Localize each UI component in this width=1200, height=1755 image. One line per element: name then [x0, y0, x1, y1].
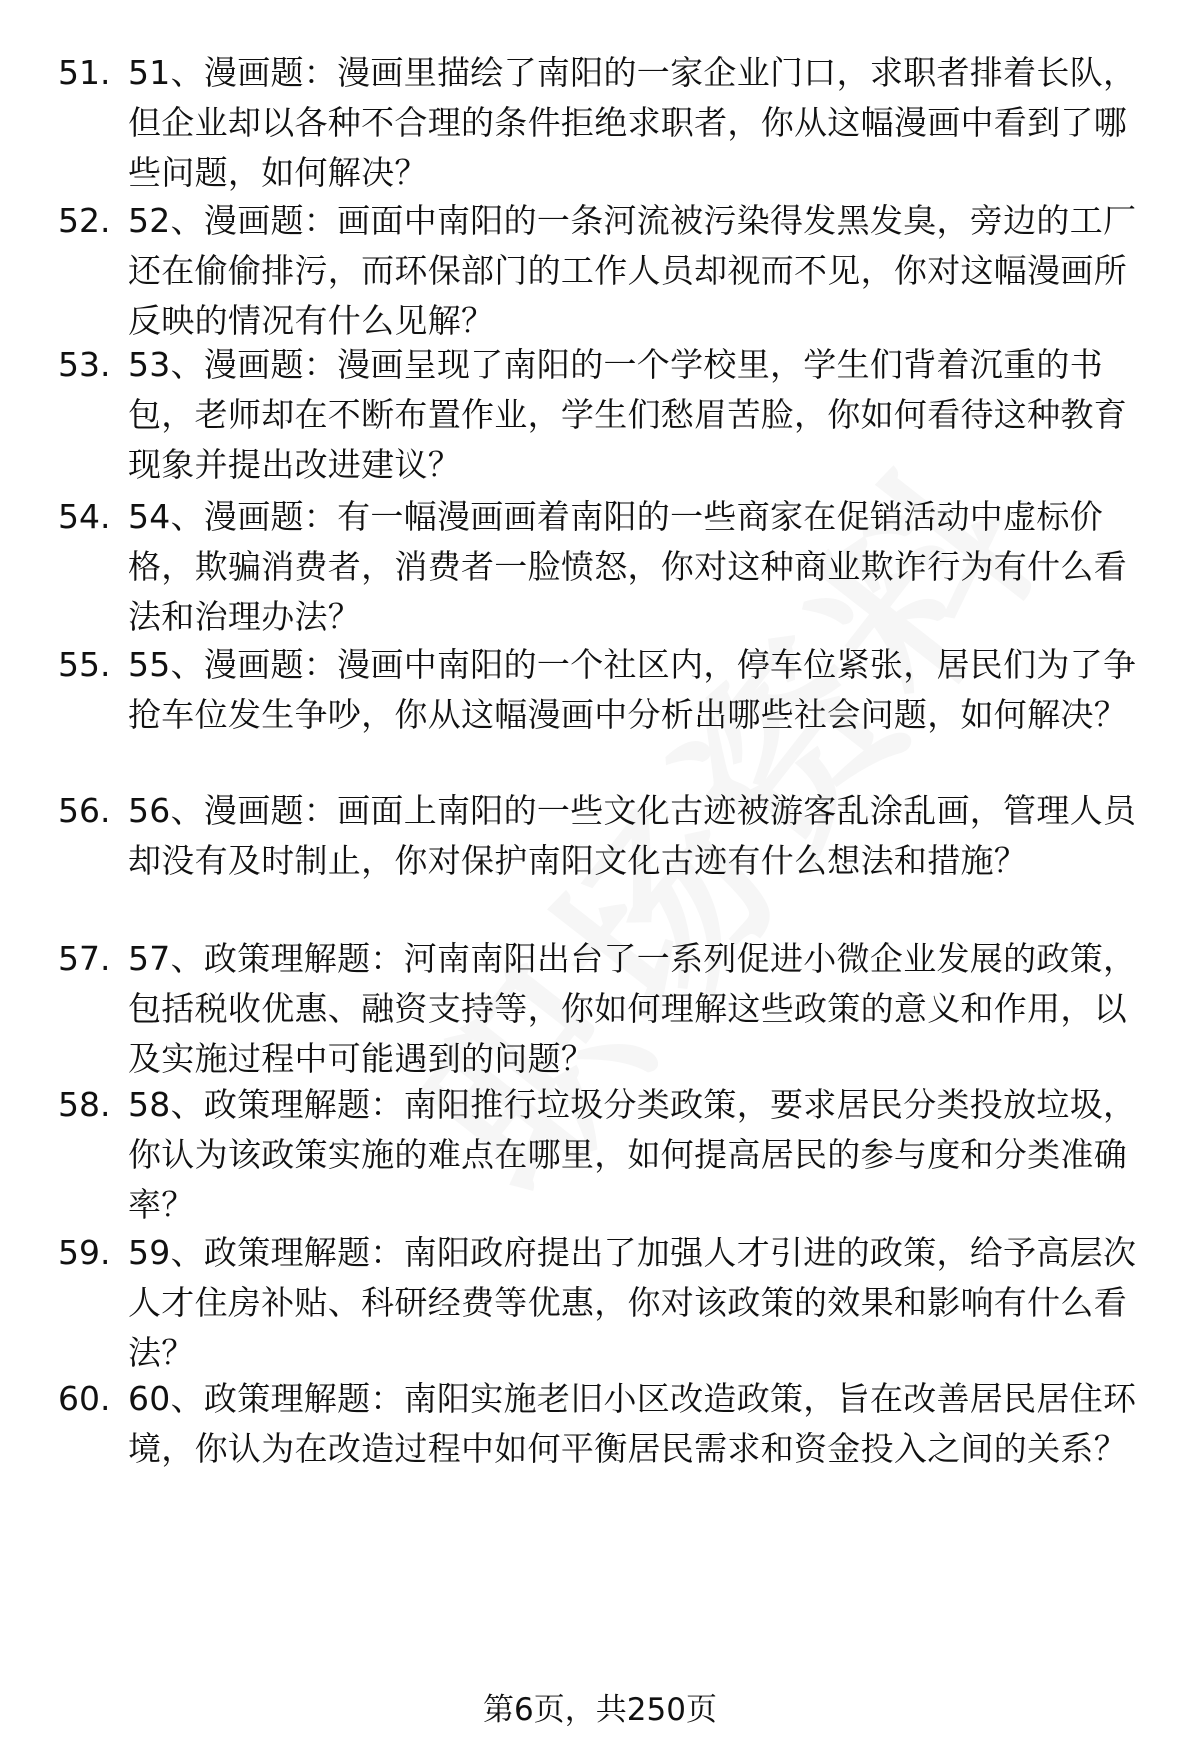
page-footer — [0, 1685, 1200, 1735]
question-item — [0, 786, 1200, 936]
question-number: 53. — [58, 345, 111, 384]
question-text: 60、政策理解题：南阳实施老旧小区改造政策，旨在改善居民居住环境，你认为在改造过程中如何平衡居民需求和资金投入之间的关系？ — [128, 1379, 1137, 1468]
question-text: 58、政策理解题：南阳推行垃圾分类政策，要求居民分类投放垃圾，你认为该政策实施的难点在哪里，如何提高居民的参与度和分类准确率？ — [128, 1085, 1137, 1224]
question-item — [0, 1374, 1200, 1524]
question-number: 51. — [58, 53, 111, 92]
question-number: 60. — [58, 1379, 111, 1418]
question-item — [0, 1228, 1200, 1378]
question-text: 54、漫画题：有一幅漫画画着南阳的一些商家在促销活动中虚标价格，欺骗消费者，消费者一脸愤怒，你对这种商业欺诈行为有什么看法和治理办法？ — [128, 497, 1127, 636]
question-item — [0, 340, 1200, 490]
question-item — [0, 196, 1200, 346]
question-text: 52、漫画题：画面中南阳的一条河流被污染得发黑发臭，旁边的工厂还在偷偷排污，而环保部门的工作人员却视而不见，你对这幅漫画所反映的情况有什么见解？ — [128, 201, 1137, 340]
question-text: 53、漫画题：漫画呈现了南阳的一个学校里，学生们背着沉重的书包，老师却在不断布置作业，学生们愁眉苦脸，你如何看待这种教育现象并提出改进建议？ — [128, 345, 1127, 484]
question-text: 55、漫画题：漫画中南阳的一个社区内，停车位紧张，居民们为了争抢车位发生争吵，你从这幅漫画中分析出哪些社会问题，如何解决？ — [128, 645, 1137, 734]
question-number: 55. — [58, 645, 111, 684]
question-item — [0, 492, 1200, 642]
question-number: 57. — [58, 939, 111, 978]
question-number: 56. — [58, 791, 111, 830]
question-item — [0, 48, 1200, 198]
question-item — [0, 640, 1200, 790]
question-text: 59、政策理解题：南阳政府提出了加强人才引进的政策，给予高层次人才住房补贴、科研经费等优惠，你对该政策的效果和影响有什么看法？ — [128, 1233, 1137, 1372]
question-item — [0, 934, 1200, 1084]
question-text: 56、漫画题：画面上南阳的一些文化古迹被游客乱涂乱画，管理人员却没有及时制止，你对保护南阳文化古迹有什么想法和措施？ — [128, 791, 1137, 880]
question-number: 54. — [58, 497, 111, 536]
question-item — [0, 1080, 1200, 1230]
question-number: 58. — [58, 1085, 111, 1124]
question-text: 57、政策理解题：河南南阳出台了一系列促进小微企业发展的政策，包括税收优惠、融资支持等，你如何理解这些政策的意义和作用，以及实施过程中可能遇到的问题？ — [128, 939, 1137, 1078]
question-number: 52. — [58, 201, 111, 240]
question-text: 51、漫画题：漫画里描绘了南阳的一家企业门口，求职者排着长队，但企业却以各种不合理的条件拒绝求职者，你从这幅漫画中看到了哪些问题，如何解决？ — [128, 53, 1137, 192]
page-number-label: 第6页，共250页 — [483, 1692, 717, 1728]
question-number: 59. — [58, 1233, 111, 1272]
